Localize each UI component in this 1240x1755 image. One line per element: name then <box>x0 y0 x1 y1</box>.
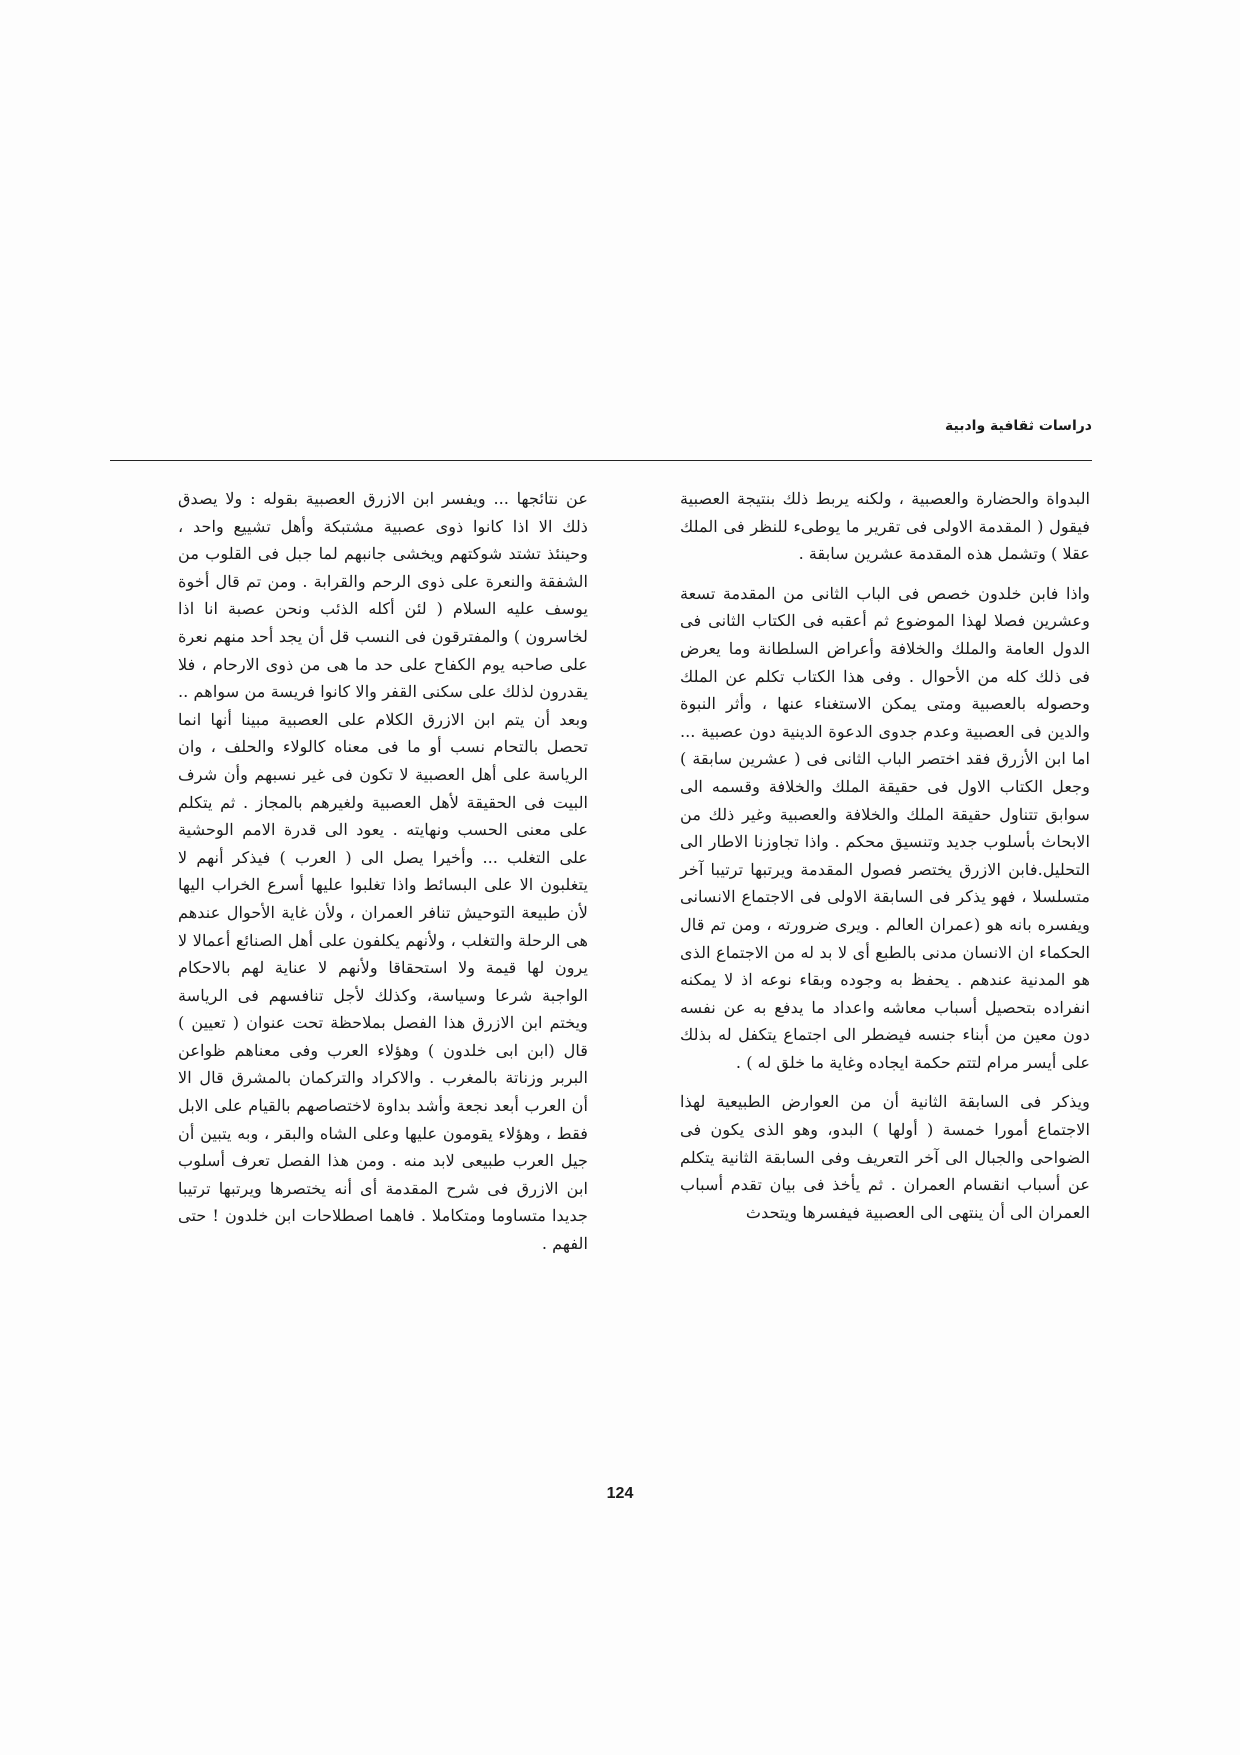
left-column <box>178 485 588 1270</box>
page-number: 124 <box>606 1485 634 1502</box>
running-head: دراسات ثقافية وادبية <box>945 418 1092 434</box>
paragraph: واذا فابن خلدون خصص فى الباب الثانى من المقدمة تسعة وعشرين فصلا لهذا الموضوع ثم أعقبه فى الكتاب الثانى فى الدول العامة والملك والخلافة وأعراض السلطانة وما يعرض فى ذلك كله من الأحوال . وفى هذا الكتاب تكلم عن الملك وحصوله بالعصبية ومتى يمكن الاستغناء عنها ، وأثر النبوة والدين فى العصبية وعدم جدوى الدعوة الدينية دون عصبية ... اما ابن الأزرق فقد اختصر الباب الثانى فى ( عشرين سابقة ) وجعل الكتاب الاول فى حقيقة الملك والخلافة وقسمه الى سوابق تتناول حقيقة الملك والخلافة والعصبية وغير ذلك من الابحاث بأسلوب جديد وتنسيق محكم . واذا تجاوزنا الاطار الى التحليل.فابن الازرق يختصر فصول المقدمة ويرتبها ترتيبا آخر متسلسلا ، فهو يذكر فى السابقة الاولى فى الاجتماع الانسانى ويفسره بانه هو (عمران العالم . ويرى ضرورته ، ومن تم قال الحكماء ان الانسان مدنى بالطبع أى لا بد له من الاجتماع الذى هو المدنية عندهم . يحفظ به وجوده وبقاء نوعه اذ لا يمكنه انفراده بتحصيل أسباب معاشه واعداد ما يدفع به عن نفسه دون معين من أبناء جنسه فيضطر الى اجتماع يتكفل له بذلك على أيسر مرام لتتم حكمة ايجاده وغاية ما خلق له ) . <box>680 583 1090 1072</box>
right-column <box>680 485 1090 1238</box>
header-rule <box>110 460 1092 461</box>
paragraph: البدواة والحضارة والعصبية ، ولكنه يربط ذلك بنتيجة العصبية فيقول ( المقدمة الاولى فى تقرير ما يوطىء للنظر فى الملك عقلا ) وتشمل هذه المقدمة عشرين سابقة . <box>680 489 1090 564</box>
paragraph: ويذكر فى السابقة الثانية أن من العوارض الطبيعية لهذا الاجتماع أمورا خمسة ( أولها ) البدو، وهو الذى يكون فى الضواحى والجبال الى آخر التعريف وفى السابقة الثانية يتكلم عن أسباب انقسام العمران . ثم يأخذ فى بيان تقدم أسباب العمران الى أن ينتهى الى العصبية فيفسرها ويتحدث <box>680 1092 1090 1222</box>
paragraph: عن نتائجها ... ويفسر ابن الازرق العصبية بقوله : ولا يصدق ذلك الا اذا كانوا ذوى عصبية مشتبكة وأهل تشييع واحد ، وحينئذ تشتد شوكتهم ويخشى جانبهم لما جبل فى القلوب من الشفقة والنعرة على ذوى الرحم والقرابة . ومن تم قال أخوة يوسف عليه السلام ( لئن أكله الذئب ونحن عصبة انا اذا لخاسرون ) والمفترقون فى النسب قل أن يجد أحد منهم نعرة على صاحبه يوم الكفاح على حد ما هى من ذوى الارحام ، فلا يقدرون لذلك على سكنى القفر والا كانوا فريسة من سواهم .. وبعد أن يتم ابن الازرق الكلام على العصبية مبينا أنها انما تحصل بالتحام نسب أو ما فى معناه كالولاء والحلف ، وان الرياسة على أهل العصبية لا تكون فى غير نسبهم وأن شرف البيت فى الحقيقة لأهل العصبية ولغيرهم بالمجاز . ثم يتكلم على معنى الحسب ونهايته . يعود الى قدرة الامم الوحشية على التغلب ... وأخيرا يصل الى ( العرب ) فيذكر أنهم لا يتغلبون الا على البسائط واذا تغلبوا عليها أسرع الخراب اليها لأن طبيعة التوحيش تنافر العمران ، ولأن غاية الأحوال عندهم هى الرحلة والتغلب ، ولأنهم يكلفون على أهل الصنائع أعمالا لا يرون لها قيمة ولا استحقاقا ولأنهم لا عناية لهم بالاحكام الواجبة شرعا وسياسة، وكذلك لأجل تنافسهم فى الرياسة ويختم ابن الازرق هذا الفصل بملاحظة تحت عنوان ( تعيين ) قال (ابن ابى خلدون ) وهؤلاء العرب وفى معناهم ظواعن البربر وزناتة بالمغرب . والاكراد والتركمان بالمشرق قال الا أن العرب أبعد نجعة وأشد بداوة لاختصاصهم بالقيام على الابل فقط ، وهؤلاء يقومون عليها وعلى الشاه والبقر ، وبه يتبين أن جيل العرب طبيعى لابد منه . ومن هذا الفصل تعرف أسلوب ابن الازرق فى شرح المقدمة أى أنه يختصرها ويرتبها ترتيبا جديدا متساوما ومتكاملا . فاهما اصطلاحات ابن خلدون ! حتى الفهم . <box>178 489 588 1254</box>
